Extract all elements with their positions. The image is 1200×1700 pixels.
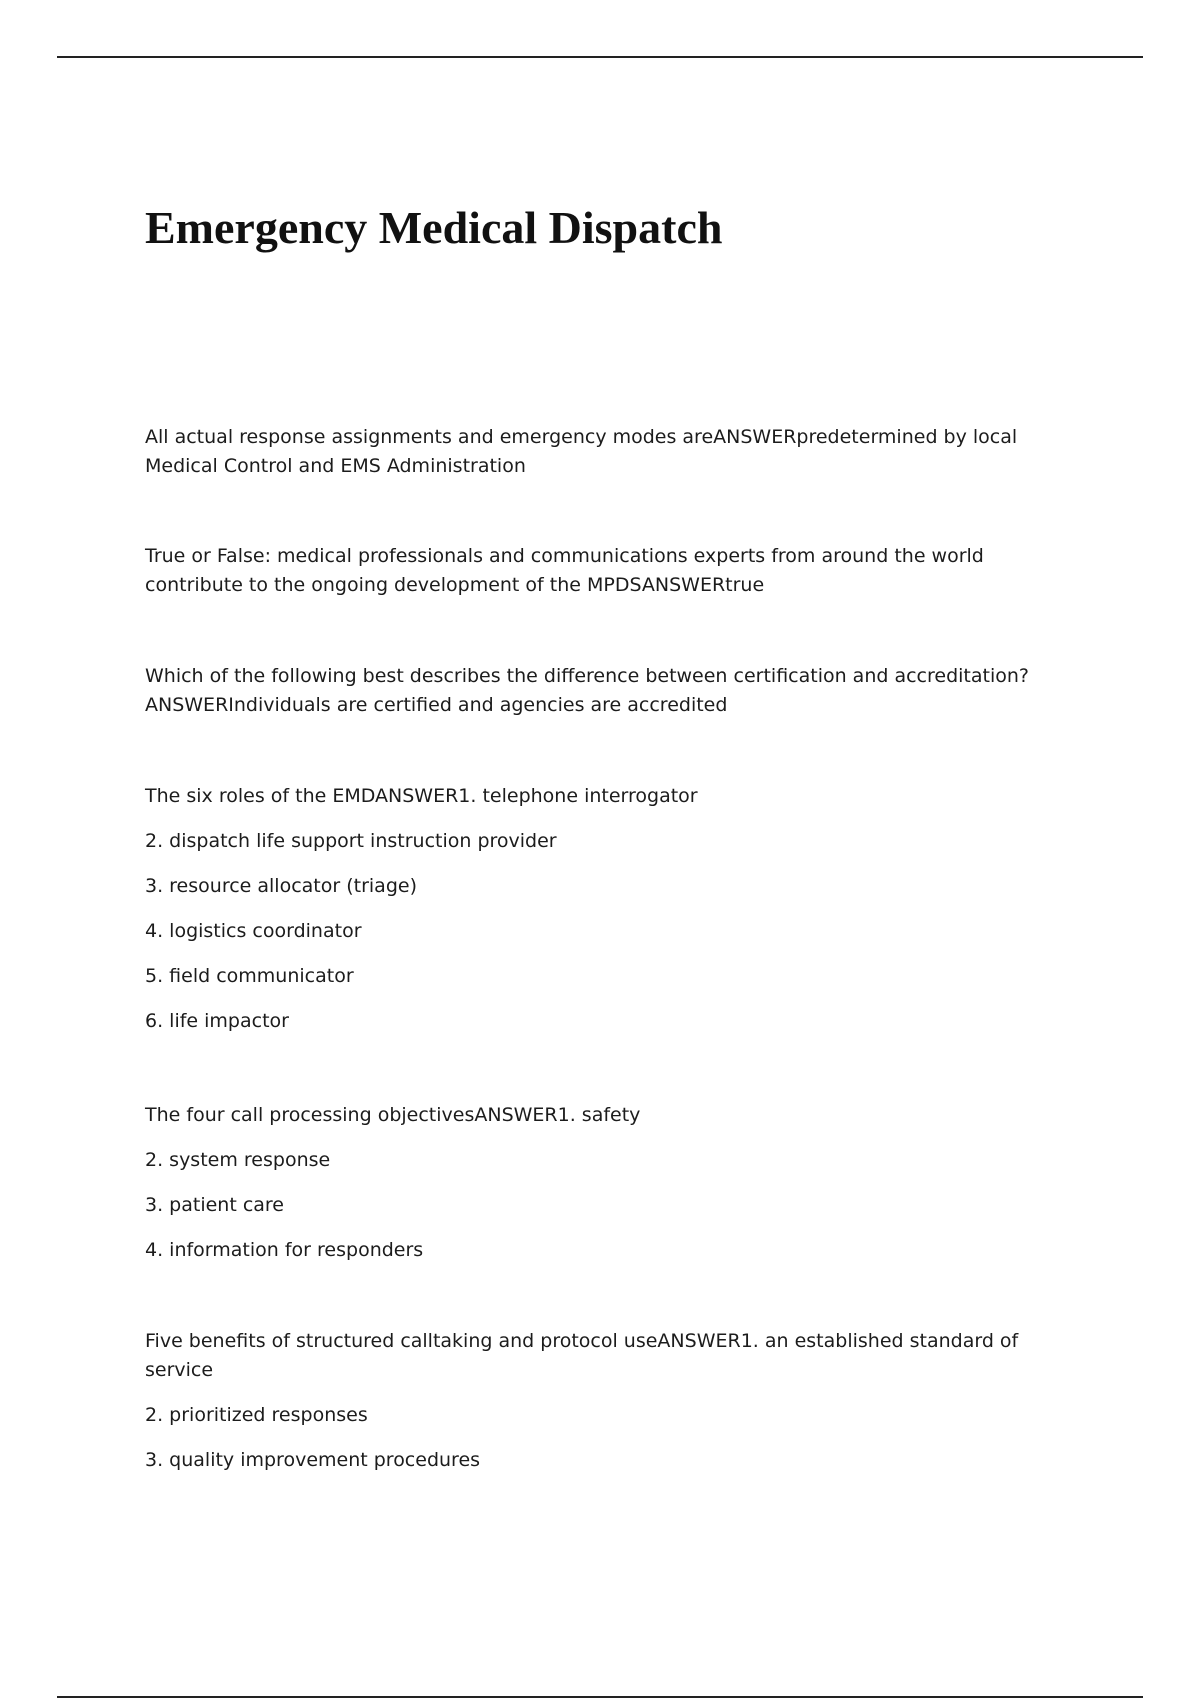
list-item: 2. dispatch life support instruction provider	[145, 830, 557, 852]
list-item: 2. prioritized responses	[145, 1404, 368, 1426]
list-item: 3. patient care	[145, 1194, 284, 1216]
qa-text: Five benefits of structured calltaking and protocol useANSWER1. an established standard of service	[145, 1330, 1019, 1381]
list-item: 6. life impactor	[145, 1010, 289, 1032]
bottom-rule	[57, 1696, 1143, 1698]
list-item: 4. logistics coordinator	[145, 920, 362, 942]
qa-entry	[145, 1101, 1070, 1265]
qa-entry	[145, 782, 1070, 1036]
qa-text: True or False: medical professionals and communications experts from around the world contribute to the ongoing development of the MPDSANSWERtrue	[145, 545, 984, 596]
top-rule	[57, 56, 1143, 58]
list-item: 5. field communicator	[145, 965, 354, 987]
qa-entry	[145, 542, 1070, 600]
qa-text: The six roles of the EMDANSWER1. telephone interrogator	[145, 785, 698, 807]
list-item: 3. resource allocator (triage)	[145, 875, 417, 897]
list-item: 2. system response	[145, 1149, 331, 1171]
qa-entry	[145, 662, 1070, 720]
list-item: 4. information for responders	[145, 1239, 424, 1261]
qa-text: All actual response assignments and emergency modes areANSWERpredetermined by local Medical Control and EMS Administration	[145, 426, 1018, 477]
list-item: 3. quality improvement procedures	[145, 1449, 481, 1471]
qa-text: Which of the following best describes the difference between certification and accreditation?ANSWERIndividuals are certified and agencies are accredited	[145, 665, 1030, 716]
qa-entry	[145, 423, 1070, 481]
qa-text: The four call processing objectivesANSWER1. safety	[145, 1104, 641, 1126]
qa-entry	[145, 1327, 1070, 1475]
document-title: Emergency Medical Dispatch	[145, 202, 723, 253]
